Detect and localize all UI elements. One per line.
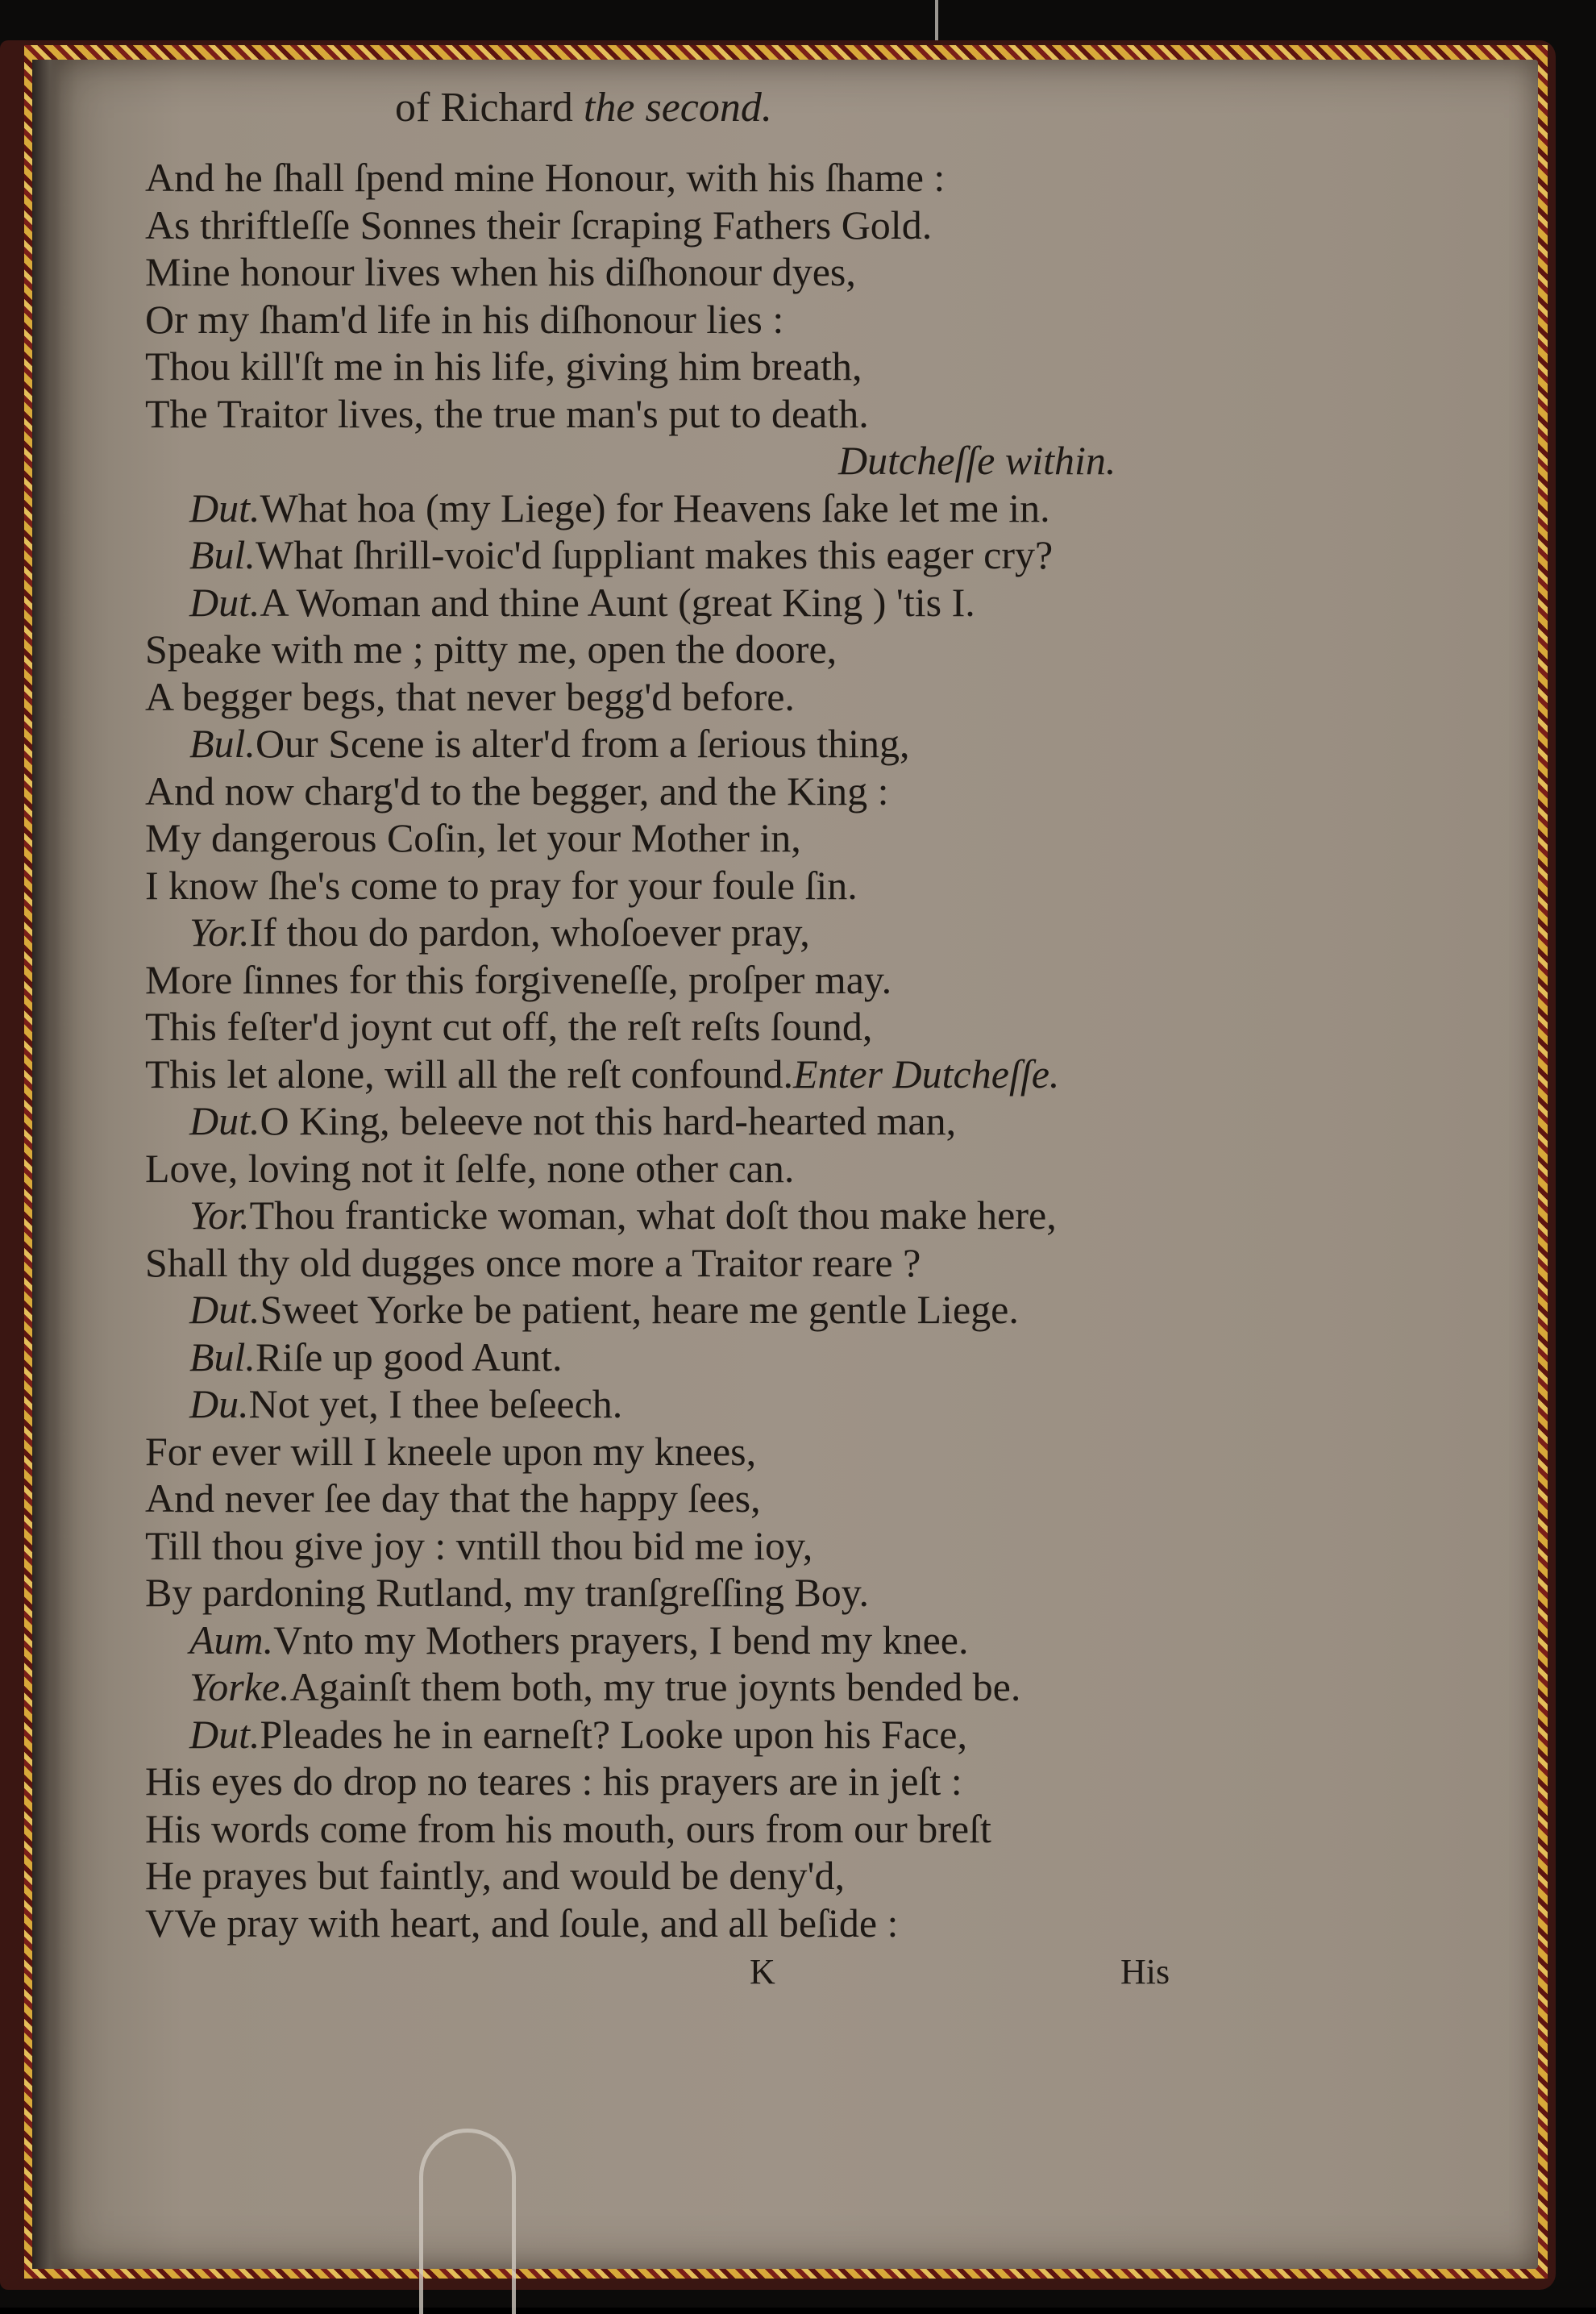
line-text: Not yet, I thee beſeech. [248,1381,623,1426]
speaker-prefix: Dut. [189,579,260,625]
text-line [145,1050,1059,1098]
line-text: And never ſee day that the happy ſees, [145,1475,761,1521]
line-text: This let alone, will all the reſt confound. [145,1051,793,1097]
text-line [189,578,975,626]
line-text: Riſe up good Aunt. [255,1334,563,1380]
text-line [189,531,1053,579]
text-line [145,1474,761,1522]
text-line [145,955,892,1004]
text-line [189,1285,1019,1334]
line-text: He prayes but faintly, and would be deny'd, [145,1853,846,1898]
text-line [145,1521,813,1570]
line-text: O King, beleeve not this hard-hearted man, [260,1098,957,1143]
text-line [145,1002,872,1051]
text-line [145,1804,991,1853]
text-line [145,1427,756,1475]
text-line [838,436,1116,485]
line-text: And now charg'd to the begger, and the King : [145,768,889,814]
line-text: Vnto my Mothers prayers, I bend my knee. [273,1617,969,1663]
text-line [189,1191,1057,1239]
text-line [189,1710,967,1758]
line-text: Thou kill'ſt me in his life, giving him breath, [145,343,862,389]
text-line [189,1616,968,1664]
text-line [145,153,945,202]
line-text: My dangerous Coſin, let your Mother in, [145,815,801,860]
ribbon-loop [419,2129,516,2314]
line-text: Or my ſham'd life in his diſhonour lies : [145,296,784,342]
line-text: A Woman and thine Aunt (great King ) 'tis I. [260,579,975,625]
text-line [189,908,810,956]
line-text: For ever will I kneele upon my knees, [145,1428,757,1474]
text-line [145,1144,794,1192]
line-text: Love, loving not it ſelfe, none other can. [145,1145,795,1191]
stage-direction: Dutcheſſe within. [838,438,1116,483]
text-line [189,1380,622,1428]
speaker-prefix: Dut. [189,1711,260,1757]
line-text: By pardoning Rutland, my tranſgreſſing Boy. [145,1570,870,1615]
line-text: The Traitor lives, the true man's put to death. [145,390,869,436]
line-text: I know ſhe's come to pray for your foule ſin. [145,862,858,908]
text-line [145,625,837,673]
line-text: And he ſhall ſpend mine Honour, with his ſhame : [145,155,946,200]
line-text: What ſhrill-voic'd ſuppliant makes this eager cry? [255,532,1054,577]
line-text: Mine honour lives when his diſhonour dyes, [145,249,856,294]
line-text: His eyes do drop no teares : his prayers are in jeſt : [145,1758,962,1804]
speaker-prefix: Dut. [189,1098,260,1143]
catchword: His [1120,1952,1170,1991]
text-line [145,861,858,909]
text-line [145,342,862,390]
text-line [189,484,1050,532]
text-line [145,201,932,249]
speaker-prefix: Bul. [189,1334,256,1380]
signature-mark: K [750,1952,775,1991]
speaker-prefix: Aum. [189,1617,274,1663]
text-line [189,1333,563,1381]
text-line [145,814,801,862]
speaker-prefix: Bul. [189,721,256,766]
stage-direction-enter: Enter Dutcheſſe. [792,1051,1060,1097]
speaker-prefix: Dut. [189,1287,260,1332]
text-line [145,389,869,438]
line-text: VVe pray with heart, and ſoule, and all beſide : [145,1900,899,1946]
line-text: Shall thy old dugges once more a Traitor reare ? [145,1239,921,1285]
text-line [145,1757,962,1805]
speaker-prefix: Yor. [189,1192,250,1238]
line-text: As thriftleſſe Sonnes their ſcraping Fathers Gold. [145,202,933,248]
line-text: Pleades he in earneſt? Looke upon his Face, [260,1711,967,1757]
text-line [145,767,889,815]
running-head-italic: the second. [583,85,772,131]
line-text: Thou franticke woman, what doſt thou make here, [249,1192,1057,1238]
speaker-prefix: Yorke. [189,1664,290,1709]
line-text: Sweet Yorke be patient, heare me gentle Liege. [260,1287,1019,1332]
line-text: Againſt them both, my true joynts bended be. [289,1664,1021,1709]
line-text: Till thou give joy : vntill thou bid me ioy, [145,1522,813,1568]
text-line [189,1663,1020,1711]
line-text: Our Scene is alter'd from a ſerious thing, [255,721,910,766]
line-text: If thou do pardon, whoſoever pray, [249,909,810,955]
line-text: More ſinnes for this forgiveneſſe, proſper may. [145,956,892,1002]
line-text: What hoa (my Liege) for Heavens ſake let me in. [260,485,1050,531]
running-head-prefix: of Richard [395,85,573,131]
speaker-prefix: Yor. [189,909,250,955]
line-text: A begger begs, that never begg'd before. [145,673,795,719]
text-line [145,1899,898,1947]
text-line [145,1851,845,1900]
text-line [145,295,783,343]
text-line [189,719,910,768]
speaker-prefix: Dut. [189,485,260,531]
running-head [395,84,772,131]
text-line [145,672,795,721]
text-line [145,248,856,296]
speaker-prefix: Bul. [189,532,256,577]
line-text: His words come from his mouth, ours from our breſt [145,1805,991,1851]
page-gutter [32,60,61,2269]
text-line [189,1097,956,1145]
text-line [145,1238,921,1287]
text-line [145,1568,869,1617]
speaker-prefix: Du. [189,1381,249,1426]
line-text: This feſter'd joynt cut off, the reſt reſts ſound, [145,1004,873,1049]
line-text: Speake with me ; pitty me, open the doore, [145,626,837,672]
